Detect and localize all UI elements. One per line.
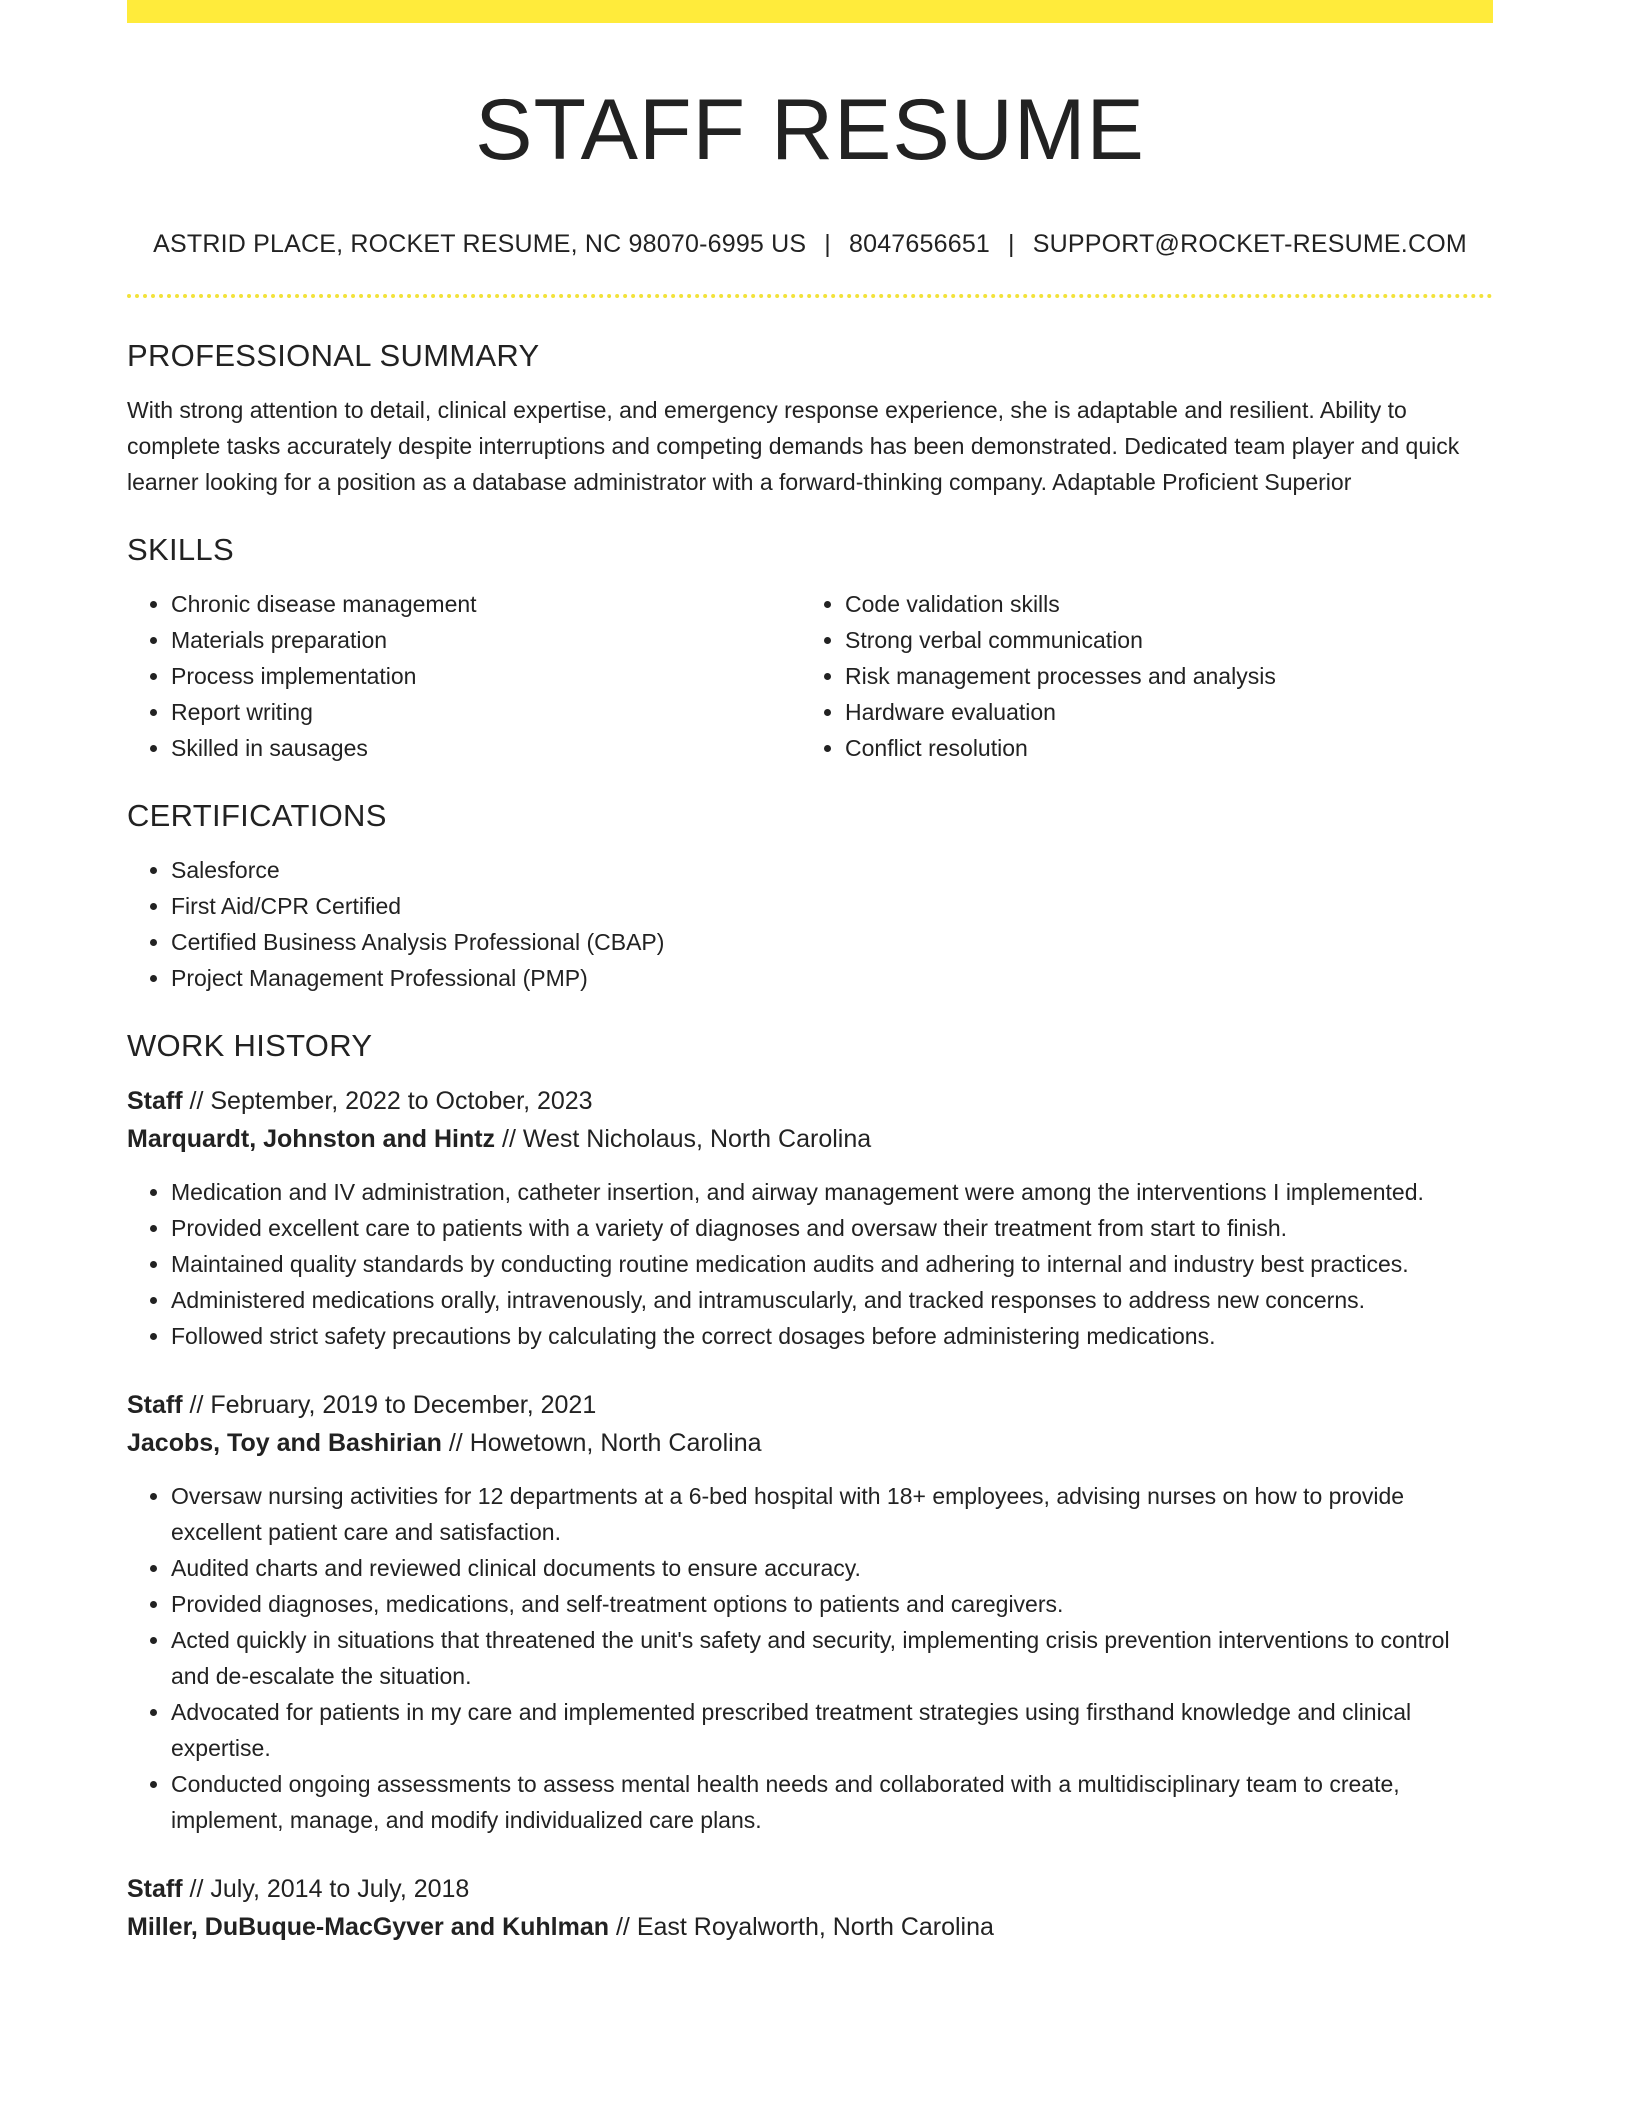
skills-grid (127, 586, 1493, 766)
resume-title: STAFF RESUME (475, 82, 1145, 178)
contact-phone: 8047656651 (849, 230, 991, 258)
field-separator: // (182, 1087, 211, 1115)
job-entry (127, 1386, 1493, 1838)
skills-list-left (127, 586, 801, 766)
contact-address: ASTRID PLACE, ROCKET RESUME, NC 98070-6995 US (153, 230, 807, 258)
job-title-line (127, 1082, 1493, 1120)
job-location: West Nicholaus, North Carolina (522, 1125, 872, 1153)
contact-line (127, 226, 1493, 262)
contact-separator: | (1008, 230, 1015, 258)
summary-heading: PROFESSIONAL SUMMARY (127, 338, 540, 373)
skill-item: • Strong verbal communication (845, 622, 1475, 658)
job-title: Staff (127, 1391, 183, 1419)
field-separator: // (441, 1429, 470, 1457)
skill-item: • Materials preparation (171, 622, 801, 658)
job-entry (127, 1082, 1493, 1354)
job-company: Marquardt, Johnston and Hintz (127, 1125, 496, 1153)
job-duty: • Oversaw nursing activities for 12 departments at a 6-bed hospital with 18+ employees, advising nurses on how to provide excellent patient care and satisfaction. (171, 1478, 1493, 1550)
job-duty: • Medication and IV administration, catheter insertion, and airway management were among the interventions I implemented. (171, 1174, 1493, 1210)
job-entry (127, 1870, 1493, 1946)
resume-content (127, 0, 1493, 1946)
job-company-line (127, 1120, 1493, 1158)
job-duty: • Provided excellent care to patients with a variety of diagnoses and oversaw their treatment from start to finish. (171, 1210, 1493, 1246)
skill-item: • Conflict resolution (845, 730, 1475, 766)
job-duties-list (127, 1478, 1493, 1838)
job-company-line (127, 1908, 1493, 1946)
summary-text: With strong attention to detail, clinical expertise, and emergency response experience, she is adaptable and resilient. Ability to complete tasks accurately despite interruptions and competing demands has been demonstrated. Dedicated team player and quick learner looking for a position as a database administrator with a forward-thinking company. Adaptable Proficient Superior (127, 397, 1460, 495)
work-history-heading: WORK HISTORY (127, 1028, 373, 1063)
skills-heading: SKILLS (127, 532, 234, 567)
job-duty: • Audited charts and reviewed clinical documents to ensure accuracy. (171, 1550, 1493, 1586)
job-duty: • Administered medications orally, intravenously, and intramuscularly, and tracked responses to address new concerns. (171, 1282, 1493, 1318)
field-separator: // (182, 1391, 211, 1419)
job-duty: • Provided diagnoses, medications, and self-treatment options to patients and caregivers. (171, 1586, 1493, 1622)
certifications-list (127, 852, 1493, 996)
skill-item: • Skilled in sausages (171, 730, 801, 766)
job-title: Staff (127, 1087, 183, 1115)
job-duty: • Advocated for patients in my care and implemented prescribed treatment strategies using firsthand knowledge and clinical expertise. (171, 1694, 1493, 1766)
certification-item: • Salesforce (171, 852, 1493, 888)
skill-item: • Risk management processes and analysis (845, 658, 1475, 694)
certification-item: • Certified Business Analysis Professional (CBAP) (171, 924, 1493, 960)
field-separator: // (182, 1875, 211, 1903)
certification-item: • First Aid/CPR Certified (171, 888, 1493, 924)
skill-item: • Process implementation (171, 658, 801, 694)
job-title-line (127, 1386, 1493, 1424)
job-dates: July, 2014 to July, 2018 (210, 1875, 470, 1903)
skills-list-right (801, 586, 1475, 766)
job-duty: • Acted quickly in situations that threatened the unit's safety and security, implementing crisis prevention interventions to control and de-escalate the situation. (171, 1622, 1493, 1694)
skill-item: • Code validation skills (845, 586, 1475, 622)
skills-column-right (801, 586, 1475, 766)
job-duties-list (127, 1174, 1493, 1354)
job-dates: September, 2022 to October, 2023 (210, 1087, 593, 1115)
job-title: Staff (127, 1875, 183, 1903)
skill-item: • Report writing (171, 694, 801, 730)
job-duty: • Maintained quality standards by conducting routine medication audits and adhering to internal and industry best practices. (171, 1246, 1493, 1282)
job-company-line (127, 1424, 1493, 1462)
certification-item: • Project Management Professional (PMP) (171, 960, 1493, 996)
certifications-heading: CERTIFICATIONS (127, 798, 387, 833)
skills-column-left (127, 586, 801, 766)
job-dates: February, 2019 to December, 2021 (210, 1391, 597, 1419)
job-company: Jacobs, Toy and Bashirian (127, 1429, 442, 1457)
job-title-line (127, 1870, 1493, 1908)
field-separator: // (495, 1125, 523, 1153)
job-company: Miller, DuBuque-MacGyver and Kuhlman (127, 1913, 610, 1941)
skill-item: • Hardware evaluation (845, 694, 1475, 730)
field-separator: // (609, 1913, 637, 1941)
job-duty: • Conducted ongoing assessments to assess mental health needs and collaborated with a multidisciplinary team to create, implement, manage, and modify individualized care plans. (171, 1766, 1493, 1838)
job-duty: • Followed strict safety precautions by calculating the correct dosages before administering medications. (171, 1318, 1493, 1354)
contact-email[interactable]: SUPPORT@ROCKET-RESUME.COM (1032, 230, 1467, 258)
dotted-divider (127, 294, 1493, 298)
skill-item: • Chronic disease management (171, 586, 801, 622)
job-location: East Royalworth, North Carolina (636, 1913, 994, 1941)
job-location: Howetown, North Carolina (469, 1429, 762, 1457)
contact-separator: | (824, 230, 831, 258)
